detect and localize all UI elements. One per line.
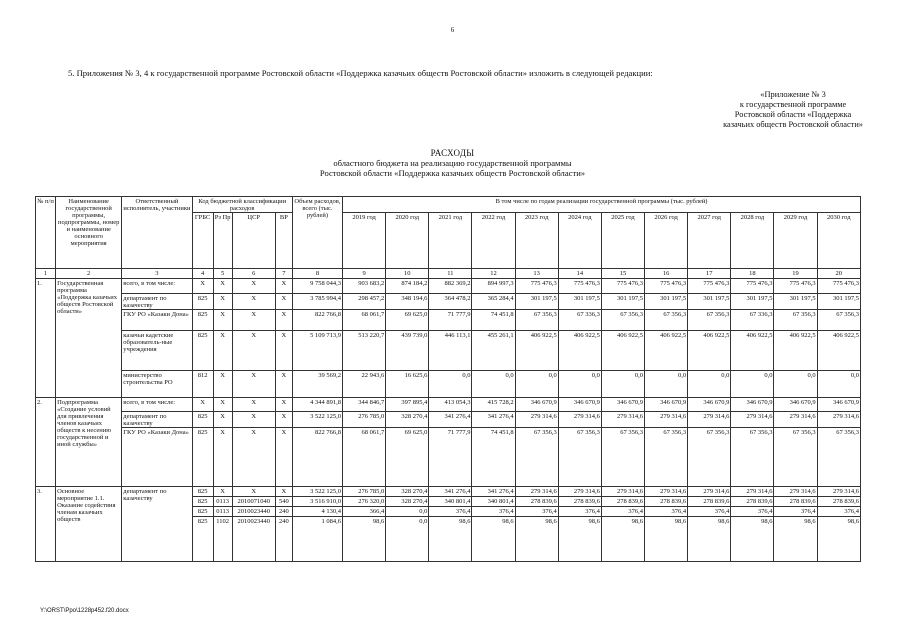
cell-year-value: 98,6 (343, 517, 386, 562)
header-num: № п/п (36, 197, 56, 269)
cell-year-value: 98,6 (645, 517, 688, 562)
cell-csr: X (232, 412, 275, 428)
header-year: 2029 год (774, 213, 817, 269)
cell-year-value: 71 777,9 (429, 428, 472, 487)
cell-year-value: 406 922,5 (774, 331, 817, 371)
cell-year-value: 279 314,6 (515, 487, 558, 497)
cell-year-value: 0,0 (472, 371, 515, 398)
header-csr: ЦСР (232, 213, 275, 269)
row-executor: департамент по казачеству (122, 487, 192, 562)
row-executor: всего, в том числе: (122, 398, 192, 412)
cell-year-value: 406 922,5 (688, 331, 731, 371)
header-year: 2024 год (558, 213, 601, 269)
column-number: 12 (472, 269, 515, 279)
row-number: 3. (36, 487, 56, 562)
cell-year-value: 376,4 (558, 507, 601, 517)
cell-rzpr: X (213, 310, 232, 331)
cell-year-value: 341 276,4 (472, 412, 515, 428)
table-row (36, 428, 861, 487)
cell-csr: X (232, 428, 275, 487)
title-line: областного бюджета на реализацию государственной программы (333, 158, 572, 168)
budget-table (35, 196, 861, 562)
cell-grbs: X (192, 398, 213, 412)
cell-grbs: 825 (192, 497, 213, 507)
cell-year-value: 775 476,3 (774, 279, 817, 294)
cell-grbs: 825 (192, 294, 213, 310)
column-number: 11 (429, 269, 472, 279)
cell-year-value: 882 369,2 (429, 279, 472, 294)
cell-csr: X (232, 331, 275, 371)
cell-year-value: 301 197,5 (731, 294, 774, 310)
header-year: 2027 год (688, 213, 731, 269)
cell-year-value: 874 184,2 (386, 279, 429, 294)
cell-year-value: 67 356,3 (645, 428, 688, 487)
cell-year-value: 513 220,7 (343, 331, 386, 371)
cell-rzpr: 1102 (213, 517, 232, 562)
cell-year-value: 98,6 (774, 517, 817, 562)
cell-year-value: 301 197,5 (688, 294, 731, 310)
cell-year-value: 366,4 (343, 507, 386, 517)
cell-year-value: 67 356,3 (601, 310, 644, 331)
column-number: 3 (122, 269, 192, 279)
table-row (36, 294, 861, 310)
row-executor: всего, в том числе: (122, 279, 192, 294)
cell-year-value: 439 739,0 (386, 331, 429, 371)
cell-csr: X (232, 371, 275, 398)
cell-year-value: 364 478,2 (429, 294, 472, 310)
page-number: 6 (450, 26, 455, 34)
cell-total: 4 344 891,8 (292, 398, 342, 412)
cell-year-value: 278 839,6 (774, 497, 817, 507)
cell-year-value: 69 625,0 (386, 428, 429, 487)
table-row (36, 371, 861, 398)
cell-year-value: 775 476,3 (601, 279, 644, 294)
cell-year-value: 348 194,6 (386, 294, 429, 310)
cell-total: 822 766,8 (292, 428, 342, 487)
cell-year-value: 0,0 (429, 371, 472, 398)
cell-total: 4 130,4 (292, 507, 342, 517)
cell-grbs: 825 (192, 517, 213, 562)
cell-vr: X (275, 279, 292, 294)
column-number: 15 (601, 269, 644, 279)
column-number: 5 (213, 269, 232, 279)
file-path-footer: Y:\ORST\Ppo\1228p452.f20.docx (40, 608, 129, 614)
cell-year-value: 67 356,3 (774, 310, 817, 331)
row-executor: министерство строительства РО (122, 371, 192, 398)
cell-year-value: 376,4 (645, 507, 688, 517)
budget-table-body (36, 279, 861, 562)
cell-year-value: 69 625,0 (386, 310, 429, 331)
column-number: 14 (558, 269, 601, 279)
cell-year-value: 279 314,6 (688, 412, 731, 428)
title-line: Ростовской области «Поддержка казачьих обществ Ростовской области» (319, 168, 586, 178)
cell-year-value: 455 261,1 (472, 331, 515, 371)
cell-year-value: 406 922,5 (558, 331, 601, 371)
cell-vr: X (275, 371, 292, 398)
cell-year-value: 397 895,4 (386, 398, 429, 412)
cell-year-value: 67 356,3 (558, 428, 601, 487)
cell-rzpr: X (213, 428, 232, 487)
cell-csr: 2010023440 (232, 507, 275, 517)
header-total: Объем расходов, всего (тыс. рублей) (292, 197, 342, 269)
cell-rzpr: X (213, 279, 232, 294)
row-executor: ГКУ РО «Казаки Дона» (122, 310, 192, 331)
header-grbs: ГРБС (192, 213, 213, 269)
column-number: 2 (56, 269, 122, 279)
cell-year-value: 279 314,6 (817, 487, 860, 497)
cell-grbs: 825 (192, 331, 213, 371)
cell-year-value: 98,6 (601, 517, 644, 562)
cell-year-value: 279 314,6 (688, 487, 731, 497)
cell-year-value: 301 197,5 (601, 294, 644, 310)
header-year: 2025 год (601, 213, 644, 269)
column-number: 13 (515, 269, 558, 279)
header-year: 2028 год (731, 213, 774, 269)
cell-year-value: 406 922,5 (515, 331, 558, 371)
cell-year-value: 301 197,5 (774, 294, 817, 310)
cell-year-value: 775 476,3 (515, 279, 558, 294)
cell-vr: 240 (275, 517, 292, 562)
cell-year-value: 413 054,3 (429, 398, 472, 412)
row-executor: казачьи кадетские образователь-ные учреждения (122, 331, 192, 371)
cell-year-value: 406 922,5 (731, 331, 774, 371)
appendix-note (723, 90, 863, 130)
intro-paragraph: 5. Приложения № 3, 4 к государственной программе Ростовской области «Поддержка казачьих обществ Ростовской области» изложить в следующей редакции: (68, 68, 653, 78)
cell-total: 3 522 125,0 (292, 412, 342, 428)
column-number: 10 (386, 269, 429, 279)
column-number: 6 (232, 269, 275, 279)
header-year: 2023 год (515, 213, 558, 269)
cell-year-value: 298 457,2 (343, 294, 386, 310)
cell-year-value: 279 314,6 (558, 412, 601, 428)
cell-rzpr: X (213, 398, 232, 412)
cell-year-value: 279 314,6 (774, 412, 817, 428)
cell-year-value: 894 997,3 (472, 279, 515, 294)
cell-rzpr: X (213, 331, 232, 371)
cell-year-value: 346 670,9 (688, 398, 731, 412)
table-row (36, 398, 861, 412)
cell-grbs: 825 (192, 487, 213, 497)
cell-year-value: 68 061,7 (343, 310, 386, 331)
cell-year-value: 903 683,2 (343, 279, 386, 294)
cell-year-value: 0,0 (558, 371, 601, 398)
cell-year-value: 16 625,6 (386, 371, 429, 398)
cell-total: 9 758 044,3 (292, 279, 342, 294)
column-number: 17 (688, 269, 731, 279)
row-name: Основное мероприятие 1.1. Оказание содействия членам казачьих обществ (56, 487, 122, 562)
cell-csr: X (232, 294, 275, 310)
cell-year-value: 0,0 (688, 371, 731, 398)
table-row (36, 310, 861, 331)
table-row (36, 487, 861, 497)
document-title (0, 148, 905, 178)
cell-csr: 2010071040 (232, 497, 275, 507)
cell-year-value: 406 922,5 (601, 331, 644, 371)
column-number: 18 (731, 269, 774, 279)
cell-year-value: 376,4 (731, 507, 774, 517)
cell-year-value: 276 785,0 (343, 487, 386, 497)
cell-year-value: 278 839,6 (688, 497, 731, 507)
cell-vr: X (275, 487, 292, 497)
cell-year-value: 341 276,4 (472, 487, 515, 497)
cell-year-value: 276 320,0 (343, 497, 386, 507)
cell-year-value: 67 356,3 (515, 428, 558, 487)
column-number: 16 (645, 269, 688, 279)
cell-year-value: 279 314,6 (601, 412, 644, 428)
cell-year-value: 278 839,6 (601, 497, 644, 507)
title-line: РАСХОДЫ (430, 148, 475, 158)
cell-year-value: 328 270,4 (386, 412, 429, 428)
cell-year-value: 346 670,9 (558, 398, 601, 412)
cell-year-value: 279 314,6 (515, 412, 558, 428)
cell-csr: 2010023440 (232, 517, 275, 562)
cell-year-value: 346 670,9 (817, 398, 860, 412)
cell-year-value: 67 356,3 (645, 310, 688, 331)
cell-year-value: 775 476,3 (688, 279, 731, 294)
cell-year-value: 98,6 (558, 517, 601, 562)
header-executor: Ответственный исполнитель, участники (122, 197, 192, 269)
header-year: 2022 год (472, 213, 515, 269)
row-name: Государственная программа «Поддержка казачьих обществ Ростовской области» (56, 279, 122, 398)
cell-grbs: 812 (192, 371, 213, 398)
cell-year-value: 22 943,6 (343, 371, 386, 398)
appendix-line: «Приложение № 3 (760, 90, 826, 99)
cell-year-value: 346 670,9 (774, 398, 817, 412)
cell-year-value: 775 476,3 (817, 279, 860, 294)
cell-year-value: 74 451,8 (472, 428, 515, 487)
cell-grbs: 825 (192, 428, 213, 487)
header-vr: ВР (275, 213, 292, 269)
cell-csr: X (232, 487, 275, 497)
cell-year-value: 0,0 (731, 371, 774, 398)
cell-year-value: 67 356,3 (601, 428, 644, 487)
cell-year-value: 376,4 (601, 507, 644, 517)
cell-year-value: 328 270,4 (386, 497, 429, 507)
cell-grbs: 825 (192, 507, 213, 517)
cell-year-value: 376,4 (817, 507, 860, 517)
cell-year-value: 340 801,4 (472, 497, 515, 507)
cell-csr: X (232, 310, 275, 331)
header-rzpr: Рз Пр (213, 213, 232, 269)
appendix-line: казачьих обществ Ростовской области» (723, 120, 863, 129)
cell-rzpr: X (213, 294, 232, 310)
cell-year-value: 376,4 (774, 507, 817, 517)
cell-year-value: 344 846,7 (343, 398, 386, 412)
column-number-row (36, 269, 861, 279)
table-row (36, 412, 861, 428)
cell-vr: X (275, 398, 292, 412)
cell-year-value: 346 670,9 (731, 398, 774, 412)
table-row (36, 279, 861, 294)
cell-year-value: 376,4 (688, 507, 731, 517)
cell-year-value: 346 670,9 (515, 398, 558, 412)
cell-year-value: 376,4 (515, 507, 558, 517)
cell-year-value: 0,0 (386, 507, 429, 517)
header-year: 2021 год (429, 213, 472, 269)
cell-year-value: 276 785,0 (343, 412, 386, 428)
cell-year-value: 74 451,8 (472, 310, 515, 331)
header-year: 2020 год (386, 213, 429, 269)
cell-year-value: 67 356,3 (688, 428, 731, 487)
cell-year-value: 406 922,5 (645, 331, 688, 371)
column-number: 7 (275, 269, 292, 279)
cell-year-value: 98,6 (817, 517, 860, 562)
cell-year-value: 278 839,6 (731, 497, 774, 507)
cell-year-value: 68 061,7 (343, 428, 386, 487)
cell-year-value: 346 670,9 (601, 398, 644, 412)
cell-csr: X (232, 398, 275, 412)
cell-year-value: 341 276,4 (429, 487, 472, 497)
cell-rzpr: 0113 (213, 497, 232, 507)
column-number: 20 (817, 269, 860, 279)
cell-rzpr: X (213, 371, 232, 398)
cell-year-value: 67 356,3 (731, 428, 774, 487)
cell-year-value: 340 801,4 (429, 497, 472, 507)
cell-year-value: 446 113,1 (429, 331, 472, 371)
cell-total: 1 084,6 (292, 517, 342, 562)
row-number: 1. (36, 279, 56, 398)
cell-year-value: 98,6 (731, 517, 774, 562)
column-number: 4 (192, 269, 213, 279)
cell-rzpr: 0113 (213, 507, 232, 517)
cell-year-value: 0,0 (817, 371, 860, 398)
cell-year-value: 775 476,3 (731, 279, 774, 294)
cell-vr: X (275, 428, 292, 487)
cell-year-value: 0,0 (645, 371, 688, 398)
cell-year-value: 67 356,3 (774, 428, 817, 487)
cell-year-value: 67 336,3 (731, 310, 774, 331)
appendix-line: к государственной программе (739, 100, 847, 109)
header-year: 2030 год (817, 213, 860, 269)
cell-year-value: 328 270,4 (386, 487, 429, 497)
cell-year-value: 0,0 (386, 517, 429, 562)
cell-year-value: 279 314,6 (558, 487, 601, 497)
cell-year-value: 98,6 (515, 517, 558, 562)
row-name: Подпрограмма «Создание условий для привлечения членов казачьих обществ к несению государственной и иной службы» (56, 398, 122, 487)
header-year: 2026 год (645, 213, 688, 269)
cell-year-value: 415 728,2 (472, 398, 515, 412)
cell-total: 822 766,8 (292, 310, 342, 331)
cell-year-value: 376,4 (472, 507, 515, 517)
cell-vr: X (275, 412, 292, 428)
cell-rzpr: X (213, 412, 232, 428)
header-year: 2019 год (343, 213, 386, 269)
cell-year-value: 278 839,6 (817, 497, 860, 507)
header-code: Код бюджетной классификации расходов (192, 197, 292, 213)
cell-year-value: 279 314,6 (731, 412, 774, 428)
cell-year-value: 406 922,5 (817, 331, 860, 371)
cell-year-value: 301 197,5 (645, 294, 688, 310)
cell-year-value: 279 314,6 (774, 487, 817, 497)
cell-grbs: 825 (192, 412, 213, 428)
cell-year-value: 278 839,6 (558, 497, 601, 507)
cell-year-value: 67 356,3 (688, 310, 731, 331)
cell-year-value: 278 839,6 (515, 497, 558, 507)
cell-vr: X (275, 294, 292, 310)
cell-year-value: 279 314,6 (731, 487, 774, 497)
cell-year-value: 301 197,5 (817, 294, 860, 310)
cell-year-value: 301 197,5 (558, 294, 601, 310)
cell-grbs: X (192, 279, 213, 294)
cell-year-value: 365 284,4 (472, 294, 515, 310)
column-number: 8 (292, 269, 342, 279)
cell-year-value: 279 314,6 (817, 412, 860, 428)
cell-year-value: 279 314,6 (601, 487, 644, 497)
cell-rzpr: X (213, 487, 232, 497)
header-years-label: В том числе по годам реализации государственной программы (тыс. рублей) (343, 197, 861, 213)
cell-year-value: 0,0 (774, 371, 817, 398)
row-number: 2. (36, 398, 56, 487)
cell-year-value: 279 314,6 (645, 412, 688, 428)
cell-vr: 540 (275, 497, 292, 507)
header-name: Наименование государственной программы, подпрограммы, номер и наименование основного мероприятия (56, 197, 122, 269)
cell-total: 5 109 713,9 (292, 331, 342, 371)
table-row (36, 331, 861, 371)
cell-year-value: 341 276,4 (429, 412, 472, 428)
cell-year-value: 98,6 (429, 517, 472, 562)
cell-total: 39 569,2 (292, 371, 342, 398)
cell-year-value: 775 476,3 (558, 279, 601, 294)
cell-year-value: 67 356,3 (817, 428, 860, 487)
cell-year-value: 71 777,9 (429, 310, 472, 331)
cell-grbs: 825 (192, 310, 213, 331)
cell-year-value: 67 356,3 (817, 310, 860, 331)
cell-year-value: 301 197,5 (515, 294, 558, 310)
cell-year-value: 0,0 (601, 371, 644, 398)
cell-total: 3 785 994,4 (292, 294, 342, 310)
appendix-line: Ростовской области «Поддержка (734, 110, 852, 119)
cell-vr: 240 (275, 507, 292, 517)
column-number: 19 (774, 269, 817, 279)
cell-year-value: 376,4 (429, 507, 472, 517)
cell-year-value: 98,6 (472, 517, 515, 562)
row-executor: департамент по казачеству (122, 294, 192, 310)
cell-year-value: 0,0 (515, 371, 558, 398)
row-executor: департамент по казачеству (122, 412, 192, 428)
cell-year-value: 98,6 (688, 517, 731, 562)
cell-year-value: 278 839,6 (645, 497, 688, 507)
cell-year-value: 346 670,9 (645, 398, 688, 412)
column-number: 9 (343, 269, 386, 279)
cell-year-value: 775 476,3 (645, 279, 688, 294)
cell-vr: X (275, 310, 292, 331)
cell-year-value: 67 356,3 (515, 310, 558, 331)
row-executor: ГКУ РО «Казаки Дона» (122, 428, 192, 487)
cell-csr: X (232, 279, 275, 294)
cell-year-value: 279 314,6 (645, 487, 688, 497)
cell-vr: X (275, 331, 292, 371)
cell-total: 3 522 125,0 (292, 487, 342, 497)
cell-total: 3 516 910,0 (292, 497, 342, 507)
column-number: 1 (36, 269, 56, 279)
cell-year-value: 67 336,3 (558, 310, 601, 331)
